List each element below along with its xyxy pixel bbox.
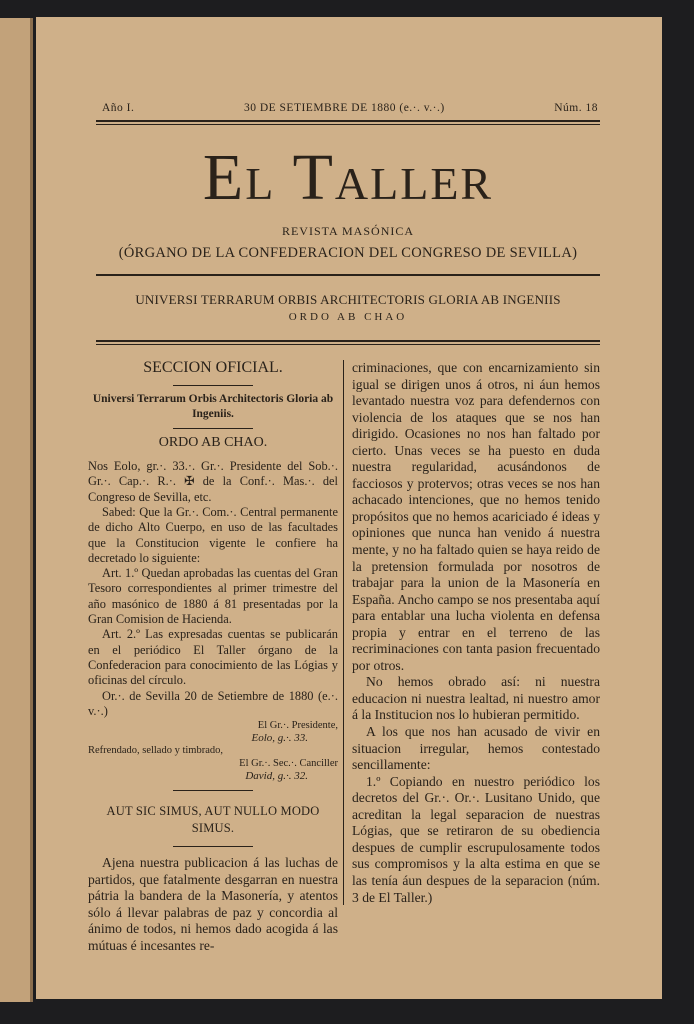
article-1: Art. 1.º Quedan aprobadas las cuentas del Gran Tesoro correspondientes al primer trimestre del año masónico de 1880 á 81 presentadas por la Gran Comision de Hacienda. bbox=[88, 566, 338, 627]
masthead-rule bbox=[96, 274, 600, 276]
aut-rule-bottom bbox=[173, 846, 253, 847]
body-rule-top bbox=[96, 340, 600, 342]
article-heading: AUT SIC SIMUS, AUT NULLO MODO SIMUS. bbox=[106, 804, 320, 835]
decree-sabed: Sabed: Que la Gr.·. Com.·. Central permanente de dicho Alto Cuerpo, en uso de las facultades que la Constitucion vigente le confiere ha decretado lo siguiente: bbox=[88, 504, 338, 565]
signature-2-name: David, g.·. 32. bbox=[245, 770, 308, 783]
issue-number: Núm. 18 bbox=[554, 102, 598, 114]
refrendado: Refrendado, sellado y timbrado, bbox=[88, 745, 224, 757]
decree-intro: Nos Eolo, gr.·. 33.·. Gr.·. Presidente del Sob.·. Gr.·. Cap.·. R.·. ✠ de la Conf.·. Mas.·. del Congreso de Sevilla, etc. bbox=[88, 459, 338, 504]
signature-1-title: El Gr.·. Presidente, bbox=[257, 720, 338, 732]
ordo-heading: ORDO AB CHAO. bbox=[158, 434, 268, 450]
section-rule bbox=[173, 385, 253, 386]
article-opening: Ajena nuestra publicacion á las luchas de partidos, que fatalmente desgarran en nuestra pátria la bandera de la Masonería, y atentos sólo á llevar palabras de paz y concordia al ánimo de todos, ni hemos dado acogida á las mútuas é incesantes re- bbox=[88, 855, 338, 953]
aut-rule-top bbox=[173, 790, 253, 791]
article-para-1: criminaciones, que con encarnizamiento sin igual se dirigen unos á otros, ni áun hemos levantado nuestra voz para defendernos con violencia de los ataques que se nos han dirigido. Ocasiones no nos han faltado por cierto. Unas veces se ha puesto en duda nuestra regularidad, acusándonos de facciosos y protervos; otras veces se nos han achacado intenciones, que no hemos tenido propósitos que no hemos acariciado é ideas y opiniones que nunca han venido á nuestra mente, y no ha faltado quien se haya reido de la pretension formulada por nosotros de trabajar para la union de la Masonería en España. Ancho campo se nos presentaba aquí para entablar una lucha violenta en defensa propia y entrar en el terreno de las recriminaciones con tanta pasion frecuentado por otros. bbox=[352, 360, 600, 673]
header-rule-top bbox=[96, 120, 600, 122]
column-divider bbox=[343, 360, 344, 905]
header-rule-bottom bbox=[96, 124, 600, 125]
section-title: SECCION OFICIAL. bbox=[143, 359, 283, 376]
signature-2-title: El Gr.·. Sec.·. Canciller bbox=[239, 758, 338, 770]
masthead-title: El Taller bbox=[202, 141, 494, 214]
motto-latin: UNIVERSI TERRARUM ORBIS ARCHITECTORIS GLORIA AB INGENIIS bbox=[135, 292, 561, 307]
motto-order: ORDO AB CHAO bbox=[288, 311, 408, 323]
issue-year: Año I. bbox=[102, 102, 135, 114]
article-para-2: No hemos obrado así: ni nuestra educacion ni nuestra lealtad, ni nuestro amor á la Institucion nos lo hubieran permitido. bbox=[352, 674, 600, 723]
issue-date: 30 DE SETIEMBRE DE 1880 (e.·. v.·.) bbox=[243, 102, 445, 114]
article-para-4: 1.º Copiando en nuestro periódico los decretos del Gr.·. Or.·. Lusitano Unido, que acreditan la legal separacion de nuestras Lógias, que se retiraron de su obediencia despues de cumplir escrupulosamente todos sus compromisos y la alta estima en que se las tenía áun despues de la separacion (núm. 3 de El Taller.) bbox=[352, 773, 600, 905]
decree-closing: Or.·. de Sevilla 20 de Setiembre de 1880 (e.·. v.·.) bbox=[88, 688, 338, 718]
issue-header bbox=[102, 102, 598, 114]
article-2: Art. 2.º Las expresadas cuentas se publicarán en el periódico El Taller órgano de la Confederacion para conocimiento de las Lógias y oficinas del círculo. bbox=[88, 627, 338, 688]
signature-1-name: Eolo, g.·. 33. bbox=[251, 732, 308, 745]
right-column bbox=[352, 360, 600, 906]
invocation-rule bbox=[173, 428, 253, 429]
masthead-subtitle: REVISTA MASÓNICA bbox=[281, 224, 415, 238]
adjacent-page-edge bbox=[0, 18, 33, 1002]
masthead-organ: (ÓRGANO DE LA CONFEDERACION DEL CONGRESO DE SEVILLA) bbox=[118, 245, 578, 261]
left-column bbox=[88, 360, 338, 955]
article-para-3: A los que nos han acusado de vivir en situacion irregular, hemos contestado sencillamente: bbox=[352, 724, 600, 773]
body-rule-bottom bbox=[96, 344, 600, 345]
invocation: Universi Terrarum Orbis Architectoris Gloria ab Ingeniis. bbox=[92, 392, 334, 420]
